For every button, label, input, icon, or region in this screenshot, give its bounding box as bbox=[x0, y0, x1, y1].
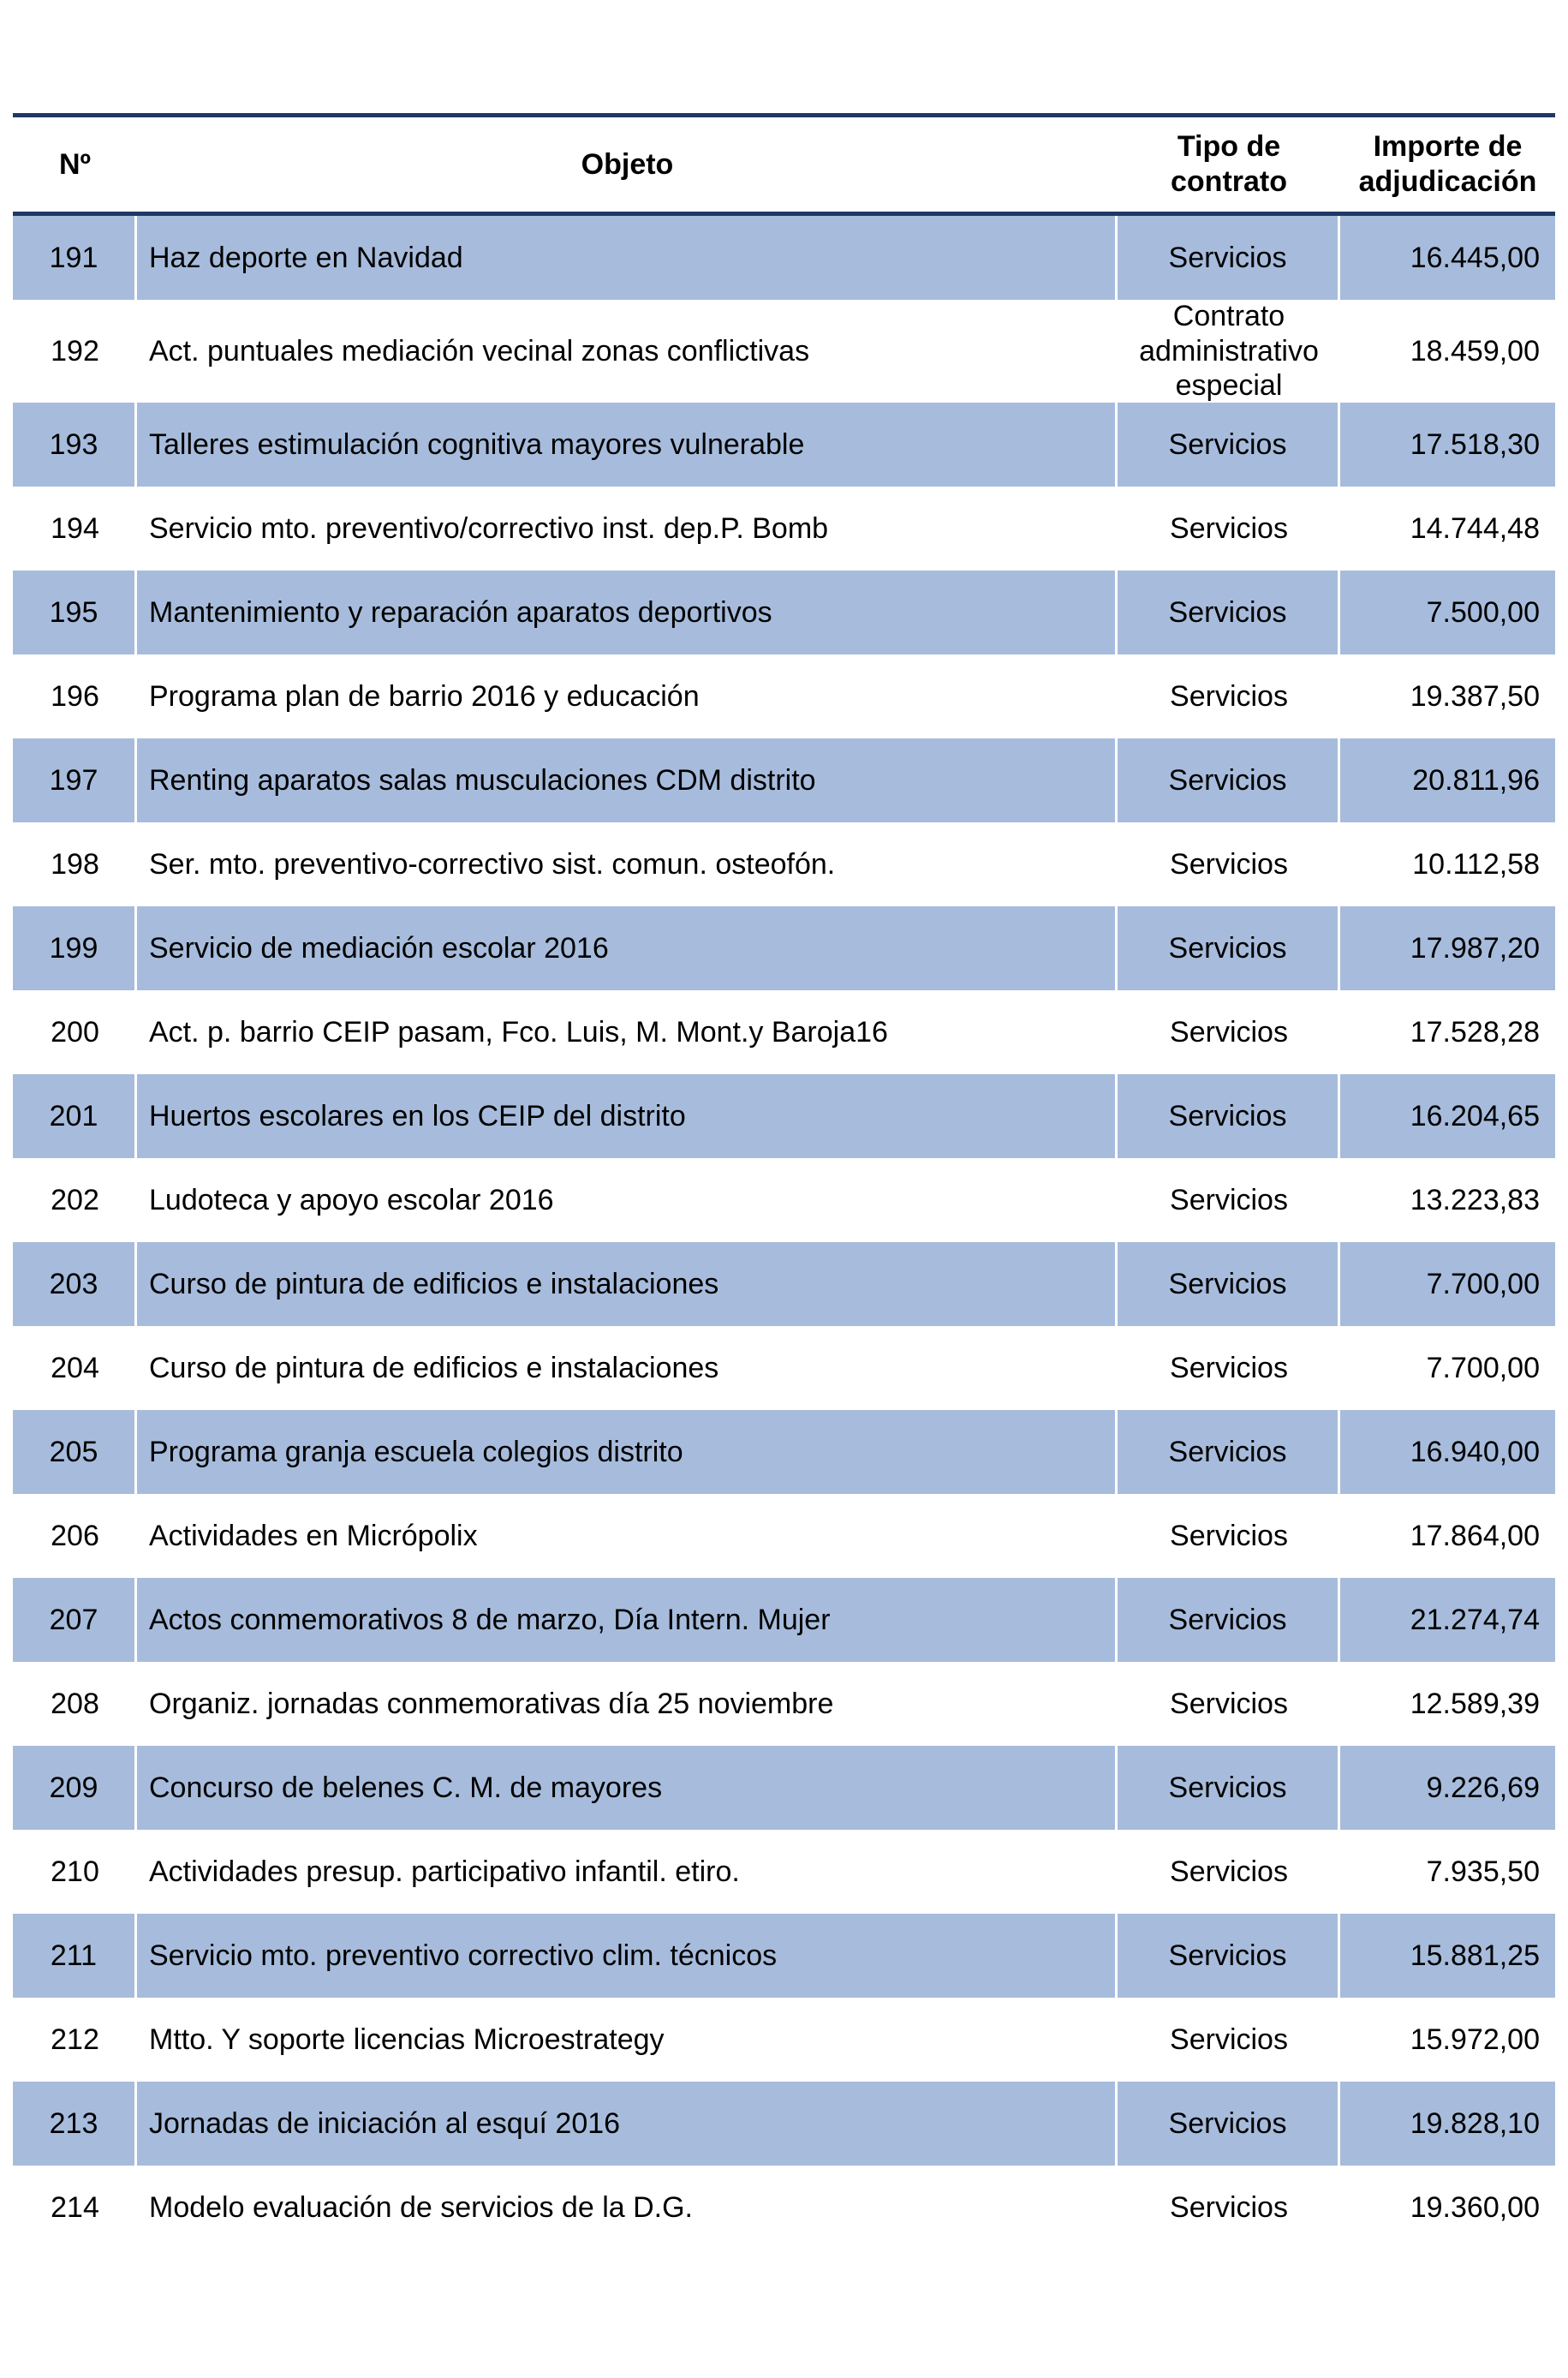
table-row bbox=[13, 1914, 1555, 1998]
table-row bbox=[13, 906, 1555, 990]
table-row bbox=[13, 1662, 1555, 1746]
row-importe: 19.828,10 bbox=[1410, 2106, 1540, 2140]
row-num: 197 bbox=[13, 738, 137, 822]
row-num: 214 bbox=[51, 2190, 99, 2224]
row-objeto: Organiz. jornadas conmemorativas día 25 noviembre bbox=[149, 1687, 834, 1720]
row-num: 205 bbox=[13, 1410, 137, 1494]
row-objeto: Concurso de belenes C. M. de mayores bbox=[137, 1746, 1118, 1830]
row-num: 195 bbox=[13, 571, 137, 654]
row-tipo: Servicios bbox=[1170, 2022, 1288, 2056]
table-row bbox=[13, 738, 1555, 822]
row-num: 207 bbox=[13, 1578, 137, 1662]
row-tipo: Servicios bbox=[1170, 2190, 1288, 2224]
table-row bbox=[13, 1158, 1555, 1242]
table-row bbox=[13, 1830, 1555, 1914]
row-importe: 19.360,00 bbox=[1410, 2190, 1540, 2224]
row-objeto: Mantenimiento y reparación aparatos deportivos bbox=[137, 571, 1118, 654]
row-importe: 21.274,74 bbox=[1410, 1603, 1540, 1636]
table-row bbox=[13, 487, 1555, 571]
table-row bbox=[13, 216, 1555, 300]
row-tipo: Servicios bbox=[1170, 847, 1288, 881]
row-importe: 17.528,28 bbox=[1410, 1015, 1540, 1049]
header-importe-line2: adjudicación bbox=[1358, 165, 1537, 198]
row-tipo-line2: administrativo bbox=[1139, 334, 1319, 367]
row-importe: 16.940,00 bbox=[1410, 1435, 1540, 1468]
table-row bbox=[13, 571, 1555, 654]
row-tipo: Servicios bbox=[1118, 1410, 1340, 1494]
row-tipo: Servicios bbox=[1170, 1351, 1288, 1384]
row-objeto: Talleres estimulación cognitiva mayores vulnerable bbox=[137, 403, 1118, 487]
row-tipo: Servicios bbox=[1170, 679, 1288, 713]
row-importe: 10.112,58 bbox=[1412, 847, 1540, 881]
header-tipo bbox=[1118, 129, 1340, 200]
row-num: 213 bbox=[13, 2082, 137, 2166]
row-importe: 15.881,25 bbox=[1410, 1939, 1540, 1972]
table-header bbox=[13, 117, 1555, 216]
row-num: 191 bbox=[13, 216, 137, 300]
row-importe: 14.744,48 bbox=[1410, 511, 1540, 545]
row-tipo: Servicios bbox=[1170, 1183, 1288, 1216]
row-importe: 16.204,65 bbox=[1410, 1099, 1540, 1132]
row-tipo: Servicios bbox=[1170, 1015, 1288, 1049]
header-objeto: Objeto bbox=[581, 147, 674, 181]
row-importe: 12.589,39 bbox=[1410, 1687, 1540, 1720]
table-row bbox=[13, 1998, 1555, 2082]
row-tipo: Servicios bbox=[1170, 1519, 1288, 1552]
header-tipo-line2: contrato bbox=[1171, 165, 1287, 198]
row-num: 198 bbox=[51, 847, 99, 881]
row-objeto: Actos conmemorativos 8 de marzo, Día Intern. Mujer bbox=[137, 1578, 1118, 1662]
row-tipo: Servicios bbox=[1118, 2082, 1340, 2166]
row-importe: 19.387,50 bbox=[1410, 679, 1540, 713]
row-tipo: Servicios bbox=[1118, 216, 1340, 300]
row-num: 209 bbox=[13, 1746, 137, 1830]
table-row bbox=[13, 2166, 1555, 2250]
row-num: 211 bbox=[13, 1914, 137, 1998]
table-row bbox=[13, 1578, 1555, 1662]
table-row bbox=[13, 1326, 1555, 1410]
table-row bbox=[13, 300, 1555, 403]
table-row bbox=[13, 1494, 1555, 1578]
row-tipo: Servicios bbox=[1118, 906, 1340, 990]
row-tipo: Servicios bbox=[1118, 1074, 1340, 1158]
row-tipo: Servicios bbox=[1118, 1578, 1340, 1662]
row-tipo: Servicios bbox=[1118, 1914, 1340, 1998]
row-importe: 16.445,00 bbox=[1410, 241, 1540, 274]
header-importe bbox=[1340, 129, 1555, 200]
row-num: 201 bbox=[13, 1074, 137, 1158]
row-importe: 15.972,00 bbox=[1410, 2022, 1540, 2056]
row-importe: 17.864,00 bbox=[1410, 1519, 1540, 1552]
table-row bbox=[13, 990, 1555, 1074]
contracts-table bbox=[13, 113, 1555, 2250]
row-num: 203 bbox=[13, 1242, 137, 1326]
row-tipo: Servicios bbox=[1118, 1746, 1340, 1830]
row-objeto: Mtto. Y soporte licencias Microestrategy bbox=[149, 2022, 665, 2056]
row-num: 210 bbox=[51, 1855, 99, 1888]
row-tipo: Servicios bbox=[1118, 1242, 1340, 1326]
row-num: 193 bbox=[13, 403, 137, 487]
row-tipo: Servicios bbox=[1170, 511, 1288, 545]
row-objeto: Servicio mto. preventivo correctivo clim. técnicos bbox=[137, 1914, 1118, 1998]
row-tipo-line3: especial bbox=[1175, 369, 1283, 403]
row-objeto: Ludoteca y apoyo escolar 2016 bbox=[149, 1183, 554, 1216]
row-num: 199 bbox=[13, 906, 137, 990]
row-objeto: Actividades en Micrópolix bbox=[149, 1519, 478, 1552]
row-importe: 9.226,69 bbox=[1426, 1771, 1540, 1804]
row-num: 212 bbox=[51, 2022, 99, 2056]
row-objeto: Ser. mto. preventivo-correctivo sist. comun. osteofón. bbox=[149, 847, 836, 881]
row-tipo: Servicios bbox=[1170, 1687, 1288, 1720]
row-num: 206 bbox=[51, 1519, 99, 1552]
header-tipo-line1: Tipo de bbox=[1177, 130, 1281, 164]
row-tipo: Servicios bbox=[1170, 1855, 1288, 1888]
row-objeto: Programa plan de barrio 2016 y educación bbox=[149, 679, 700, 713]
row-num: 192 bbox=[51, 334, 99, 367]
row-objeto: Servicio mto. preventivo/correctivo inst. dep.P. Bomb bbox=[149, 511, 829, 545]
row-objeto: Act. p. barrio CEIP pasam, Fco. Luis, M. Mont.y Baroja16 bbox=[149, 1015, 888, 1049]
row-tipo-line1: Contrato bbox=[1172, 299, 1285, 332]
row-num: 208 bbox=[51, 1687, 99, 1720]
table-row bbox=[13, 2082, 1555, 2166]
row-importe: 17.518,30 bbox=[1410, 427, 1540, 461]
row-objeto: Haz deporte en Navidad bbox=[137, 216, 1118, 300]
row-importe: 13.223,83 bbox=[1410, 1183, 1540, 1216]
row-objeto: Act. puntuales mediación vecinal zonas conflictivas bbox=[149, 334, 810, 367]
row-objeto: Renting aparatos salas musculaciones CDM distrito bbox=[137, 738, 1118, 822]
row-importe: 20.811,96 bbox=[1412, 763, 1540, 797]
table-row bbox=[13, 1746, 1555, 1830]
row-tipo: Servicios bbox=[1118, 738, 1340, 822]
row-tipo: Servicios bbox=[1118, 403, 1340, 487]
row-objeto: Modelo evaluación de servicios de la D.G. bbox=[149, 2190, 693, 2224]
row-num: 200 bbox=[51, 1015, 99, 1049]
table-row bbox=[13, 654, 1555, 738]
row-num: 196 bbox=[51, 679, 99, 713]
row-importe: 18.459,00 bbox=[1410, 334, 1540, 367]
row-importe: 17.987,20 bbox=[1410, 931, 1540, 965]
row-objeto: Actividades presup. participativo infantil. etiro. bbox=[149, 1855, 740, 1888]
table-row bbox=[13, 1242, 1555, 1326]
row-importe: 7.700,00 bbox=[1426, 1267, 1540, 1300]
row-num: 202 bbox=[51, 1183, 99, 1216]
header-num: Nº bbox=[59, 147, 91, 181]
header-importe-line1: Importe de bbox=[1373, 130, 1523, 164]
row-objeto: Curso de pintura de edificios e instalaciones bbox=[137, 1242, 1118, 1326]
row-objeto: Programa granja escuela colegios distrito bbox=[137, 1410, 1118, 1494]
row-num: 194 bbox=[51, 511, 99, 545]
row-objeto: Curso de pintura de edificios e instalaciones bbox=[149, 1351, 719, 1384]
row-importe: 7.935,50 bbox=[1426, 1855, 1540, 1888]
row-tipo: Servicios bbox=[1118, 571, 1340, 654]
table-row bbox=[13, 822, 1555, 906]
table-row bbox=[13, 1074, 1555, 1158]
row-tipo bbox=[1118, 300, 1340, 403]
row-objeto: Servicio de mediación escolar 2016 bbox=[137, 906, 1118, 990]
row-objeto: Huertos escolares en los CEIP del distrito bbox=[137, 1074, 1118, 1158]
row-importe: 7.500,00 bbox=[1426, 595, 1540, 629]
table-row bbox=[13, 1410, 1555, 1494]
table-row bbox=[13, 403, 1555, 487]
row-objeto: Jornadas de iniciación al esquí 2016 bbox=[137, 2082, 1118, 2166]
row-importe: 7.700,00 bbox=[1426, 1351, 1540, 1384]
row-num: 204 bbox=[51, 1351, 99, 1384]
